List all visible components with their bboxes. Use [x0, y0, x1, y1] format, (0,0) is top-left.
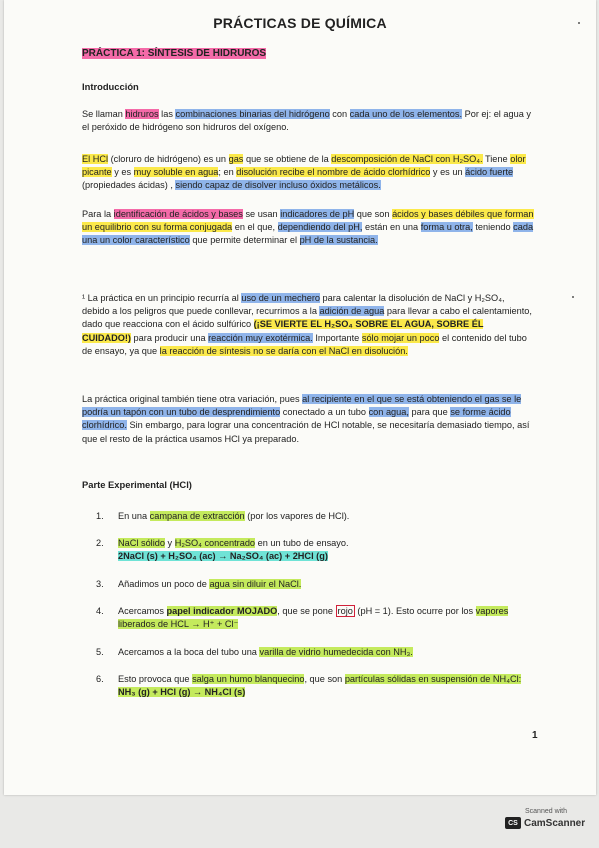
- p2-f: Tiene: [482, 154, 511, 164]
- p3-e: que son: [354, 209, 393, 219]
- p1-combinaciones: combinaciones binarias del hidrógeno: [175, 109, 330, 119]
- p3-indicadores: indicadores de pH: [280, 209, 355, 219]
- page-title: PRÁCTICAS DE QUÍMICA: [213, 15, 387, 31]
- p3-k: teniendo: [472, 222, 514, 233]
- p3-i: están en una: [362, 222, 421, 233]
- p4-c: para calentar la disolución de NaCl y H₂SO₄, debido a los peligros que puede conllevar, recurrimos a la: [82, 293, 505, 317]
- step6-particulas: partículas sólidas en suspensión de NH₄Cl:: [344, 674, 522, 684]
- p1-e: con: [329, 109, 350, 119]
- practice-title: [82, 48, 266, 59]
- p3-a: Para la: [82, 209, 114, 219]
- p3-ph: pH de la sustancia.: [299, 235, 378, 246]
- p2-b: (cloruro de hidrógeno) es un: [108, 154, 229, 164]
- p3-c: se usan: [242, 209, 281, 219]
- step4-a: Acercamos: [118, 606, 167, 616]
- intro-paragraph-1: [82, 108, 534, 134]
- step-2: [96, 537, 536, 563]
- scan-speck: [578, 22, 580, 24]
- step6-equation: NH₃ (g) + HCl (g) → NH₄Cl (s): [118, 687, 246, 698]
- step-number: 6.: [96, 674, 104, 684]
- p3-g: en el que,: [232, 222, 278, 233]
- p1-c: las: [158, 109, 176, 119]
- p1-g: Por ej: el agua y el peróxido de hidrógeno son hidruros del oxígeno.: [82, 109, 531, 133]
- step4-vapores: vapores liberados de HCL → H⁺ + Cl⁻: [118, 606, 509, 630]
- step1-campana: campana de extracción: [149, 511, 245, 521]
- p3-acidos-debiles: ácidos y bases débiles que forman un equilibrio con su forma conjugada: [82, 209, 534, 233]
- p2-l: y es un: [430, 167, 466, 178]
- p1-elementos: cada uno de los elementos.: [349, 109, 463, 119]
- p2-j: ; en: [218, 167, 237, 178]
- step-number: 2.: [96, 538, 104, 548]
- experimental-heading-text: Parte Experimental (HCl): [82, 479, 192, 490]
- p2-oxidos: siendo capaz de disolver incluso óxidos metálicos.: [175, 180, 381, 191]
- step-number: 3.: [96, 579, 104, 589]
- p4-i: Importante: [312, 332, 362, 343]
- step6-c: , que son: [304, 674, 345, 684]
- p4-k: el contenido del tubo de ensayo, ya que: [82, 332, 527, 356]
- step6-humo: salga un humo blanquecino: [192, 674, 305, 684]
- step3-a: Añadimos un poco de: [118, 579, 210, 589]
- step1-c: (por los vapores de HCl).: [244, 511, 350, 521]
- p4-mechero: uso de un mechero: [241, 293, 320, 303]
- p4-mojar: sólo mojar un poco: [361, 332, 440, 343]
- intro-paragraph-4: [82, 292, 534, 358]
- camscanner-watermark: [505, 808, 587, 829]
- experimental-heading: [82, 478, 534, 492]
- p2-n: (propiedades ácidas) ,: [82, 180, 176, 191]
- scan-speck: [572, 296, 574, 298]
- p5-e: para que: [408, 407, 451, 418]
- p1-a: Se llaman: [82, 109, 126, 119]
- step-4: [96, 605, 536, 631]
- camscanner-text: CamScanner: [524, 817, 586, 829]
- p5-acido: se forme ácido clorhídrico.: [82, 407, 511, 431]
- intro-paragraph-3: [82, 208, 534, 248]
- step-6: [96, 673, 536, 699]
- p2-descomposicion: descomposición de NaCl con H₂SO₄.: [331, 154, 483, 164]
- p3-m: que permite determinar el: [189, 235, 300, 246]
- p2-hcl: El HCl: [82, 154, 109, 164]
- p4-e: para llevar a cabo el calentamiento, dado que reacciona con el ácido sulfúrico: [82, 306, 532, 330]
- step-1: [96, 510, 536, 523]
- scanned-with-text: Scanned with: [524, 808, 568, 815]
- step-number: 5.: [96, 647, 104, 657]
- p2-d: que se obtiene de la: [243, 154, 332, 164]
- p4-warning: (¡SE VIERTE EL H₂SO₄ SOBRE EL AGUA, SOBRE ÉL CUIDADO!): [82, 319, 484, 343]
- p2-soluble: muy soluble en agua: [133, 167, 219, 178]
- step-5: [96, 646, 536, 659]
- step3-agua: agua sin diluir el NaCl.: [209, 579, 302, 589]
- p5-c: conectado a un tubo: [280, 407, 369, 418]
- p5-a: La práctica original también tiene otra variación, pues: [82, 394, 303, 404]
- p4-exotermica: reacción muy exotérmica.: [208, 332, 313, 343]
- step1-a: En una: [118, 511, 150, 521]
- p3-dependiendo: dependiendo del pH,: [277, 222, 363, 233]
- intro-heading: [82, 80, 534, 94]
- p1-hidruros: hidruros: [125, 109, 159, 119]
- p3-color: cada una un color característico: [82, 222, 534, 246]
- intro-paragraph-2: [82, 153, 534, 193]
- step4-e: (pH = 1). Esto ocurre por los: [354, 606, 476, 616]
- step-number: 1.: [96, 511, 104, 521]
- step4-c: , que se pone: [277, 606, 336, 616]
- step2-nacl: NaCl sólido: [118, 538, 165, 548]
- camscanner-logo-icon: CS: [505, 817, 521, 829]
- step5-a: Acercamos a la boca del tubo una: [118, 647, 260, 657]
- p5-recipiente: al recipiente en el que se está obteniendo el gas se le podría un tapón con un tubo de desprendimiento: [82, 394, 522, 418]
- intro-paragraph-5: [82, 393, 534, 446]
- intro-heading-text: Introducción: [82, 81, 139, 92]
- step4-rojo: rojo: [337, 606, 353, 616]
- page-number: 1: [532, 730, 538, 741]
- step4-papel: papel indicador MOJADO: [166, 606, 278, 616]
- p2-olor: olor picante: [82, 154, 526, 178]
- p3-identificacion: identificación de ácidos y bases: [113, 209, 243, 219]
- step5-varilla: varilla de vidrio humedecida con NH₃.: [259, 647, 413, 657]
- step-3: [96, 578, 536, 591]
- p3-forma: forma u otra,: [420, 222, 473, 233]
- step-number: 4.: [96, 606, 104, 616]
- p2-disolucion: disolución recibe el nombre de ácido clorhídrico: [236, 167, 431, 178]
- p4-agua: adición de agua: [319, 306, 385, 317]
- step2-h2so4: H₂SO₄ concentrado: [174, 538, 256, 548]
- p5-con-agua: con agua,: [368, 407, 409, 418]
- step2-b: y: [164, 538, 175, 548]
- p4-reaccion: la reacción de síntesis no se daría con el NaCl en disolución.: [159, 345, 408, 356]
- p5-g: Sin embargo, para lograr una concentración de HCl notable, se necesitaría demasiado tiempo, así que el resto de la práctica usamos HCl ya preparado.: [82, 420, 530, 444]
- document-page: [4, 0, 596, 795]
- p2-acido-fuerte: ácido fuerte: [465, 167, 514, 178]
- p4-a: ¹ La práctica en un principio recurría al: [82, 293, 242, 303]
- step6-a: Esto provoca que: [118, 674, 193, 684]
- p2-gas: gas: [228, 154, 244, 164]
- step2-equation: 2NaCl (s) + H₂SO₄ (ac) → Na₂SO₄ (ac) + 2HCl (g): [118, 551, 328, 562]
- practice-title-text: PRÁCTICA 1: SÍNTESIS DE HIDRUROS: [82, 48, 267, 59]
- p2-h: y es: [111, 167, 134, 178]
- p4-g: para producir una: [131, 332, 209, 343]
- step2-d: en un tubo de ensayo.: [255, 538, 349, 548]
